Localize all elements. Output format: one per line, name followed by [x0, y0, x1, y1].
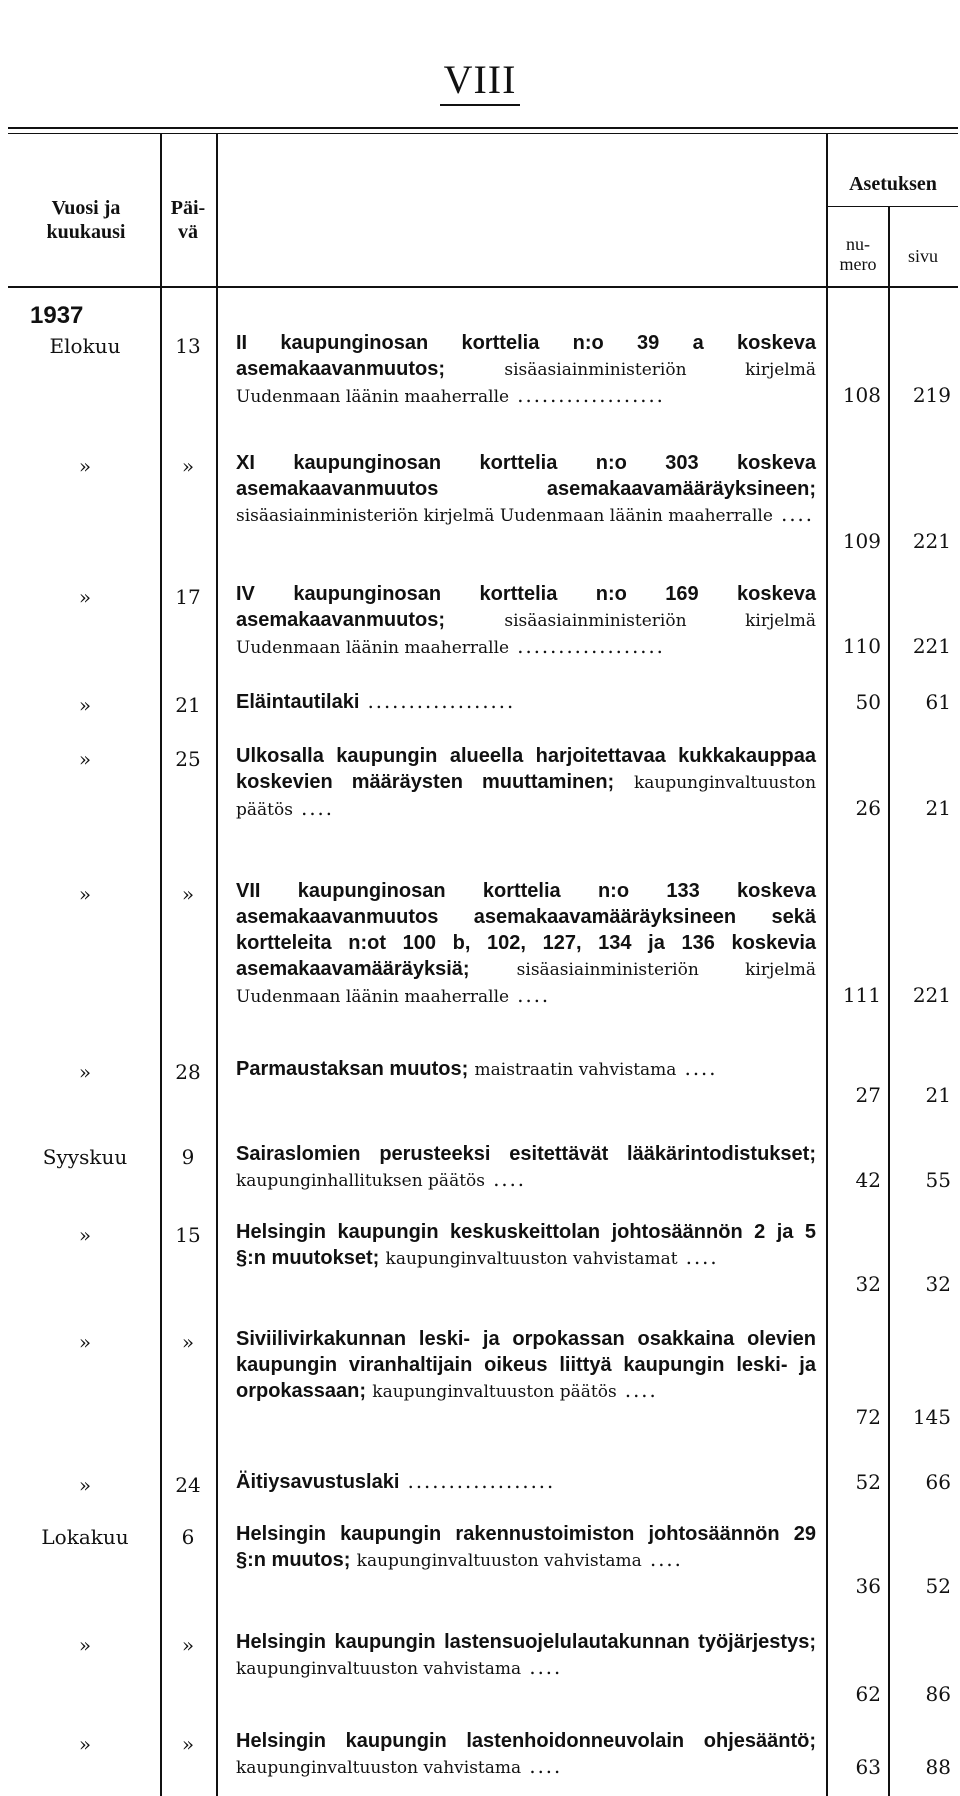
entry-source: kaupunginvaltuuston päätös [236, 773, 817, 820]
top-rule [8, 127, 958, 129]
entry-page: 145 [912, 1405, 951, 1429]
entry-page: 21 [925, 1083, 951, 1107]
entry-source: sisäasiainministeriön kirjelmä Uudenmaan läänin maaherralle [236, 611, 816, 658]
decree-subheader-rule [827, 206, 958, 207]
entry-description [236, 1521, 816, 1574]
entry-description [236, 450, 816, 529]
entry-month: » [78, 1633, 92, 1657]
entry-description [236, 1469, 816, 1495]
entry-day: 17 [175, 585, 201, 609]
entry-title: XI kaupunginosan korttelia n:o 303 koskeva asemakaavanmuutos asemakaavamääräyksineen; [236, 452, 816, 500]
entry-title: IV kaupunginosan korttelia n:o 169 koskeva asemakaavanmuutos; [236, 583, 816, 631]
entry-title: Helsingin kaupungin rakennustoimiston johtosäännön 29 §:n muutos; [236, 1523, 816, 1571]
leader-dots: .... [772, 503, 814, 526]
entry-month: Syyskuu [42, 1145, 128, 1169]
entry-month: » [78, 747, 92, 771]
entry-title: Helsingin kaupungin keskuskeittolan johtosäännön 2 ja 5 §:n muutokset; [236, 1221, 816, 1269]
entry-title: Äitiysavustuslaki [236, 1471, 400, 1493]
entry-day: 21 [175, 693, 201, 717]
entry-day: 24 [175, 1473, 201, 1497]
entry-page: 221 [912, 634, 951, 658]
entry-page: 86 [925, 1682, 951, 1706]
entry-description [236, 878, 816, 1010]
entry-source: kaupunginhallituksen päätös [236, 1171, 485, 1191]
leader-dots: .................. [359, 690, 516, 713]
entry-day: » [181, 454, 195, 478]
header-day: Päi- vä [170, 197, 206, 243]
entry-source: kaupunginvaltuuston vahvistamat [385, 1249, 678, 1269]
entry-page: 221 [912, 983, 951, 1007]
entry-source: kaupunginvaltuuston päätös [372, 1382, 617, 1402]
leader-dots: .................. [509, 635, 665, 658]
entry-description [236, 743, 816, 823]
entry-decree-number: 52 [855, 1470, 881, 1494]
entry-source: kaupunginvaltuuston vahvistama [356, 1551, 642, 1571]
entry-title: Sairaslomien perusteeksi esitettävät lääkärintodistukset; [236, 1143, 816, 1165]
entry-month: » [78, 1330, 92, 1354]
entry-month: Elokuu [49, 334, 121, 358]
entry-decree-number: 109 [842, 529, 881, 553]
entry-source: kaupunginvaltuuston vahvistama [236, 1659, 522, 1679]
entry-description [236, 689, 816, 715]
page-title: VIII [0, 56, 960, 103]
entry-decree-number: 111 [842, 983, 881, 1007]
leader-dots: .... [509, 984, 551, 1007]
entry-source: sisäasiainministeriön kirjelmä Uudenmaan läänin maaherralle [236, 360, 816, 407]
entry-month: » [78, 454, 92, 478]
entry-day: » [181, 1633, 195, 1657]
entry-decree-number: 50 [855, 690, 881, 714]
entry-title: VII kaupunginosan korttelia n:o 133 koskeva asemakaavanmuutos asemakaavamääräyksineen sekä kortteleita n:ot 100 b, 102, 127, 134 ja 136 koskevia asemakaavamääräyksiä; [236, 880, 816, 980]
leader-dots: .... [616, 1379, 658, 1402]
header-page: sivu [907, 246, 938, 266]
entry-decree-number: 36 [855, 1574, 881, 1598]
entry-day: » [181, 882, 195, 906]
entry-title: Ulkosalla kaupungin alueella harjoitettavaa kukkakauppaa koskevien määräysten muuttaminen; [236, 745, 816, 793]
entry-title: Siviilivirkakunnan leski- ja orpokassan osakkaina olevien kaupungin viranhaltijain oikeus liittyä kaupungin leski- ja orpokassaan; [236, 1328, 816, 1402]
entry-description [236, 1141, 816, 1194]
entry-decree-number: 62 [855, 1682, 881, 1706]
entry-month: » [78, 882, 92, 906]
entry-description [236, 1056, 816, 1083]
header-number: nu- mero [839, 234, 877, 274]
entry-decree-number: 27 [855, 1083, 881, 1107]
entry-source: kaupunginvaltuuston vahvistama [236, 1758, 522, 1778]
entry-page: 55 [925, 1168, 951, 1192]
entry-decree-number: 110 [842, 634, 881, 658]
entry-day: 15 [175, 1223, 201, 1247]
entry-decree-number: 26 [855, 796, 881, 820]
entry-description [236, 1728, 816, 1781]
entry-title: Helsingin kaupungin lastenhoidonneuvolain ohjesääntö; [236, 1730, 816, 1752]
entry-page: 32 [925, 1272, 951, 1296]
entry-decree-number: 72 [855, 1405, 881, 1429]
entry-day: 13 [175, 334, 201, 358]
entry-decree-number: 108 [842, 383, 881, 407]
entry-month: » [78, 1732, 92, 1756]
entry-page: 66 [925, 1470, 951, 1494]
leader-dots: .... [641, 1548, 683, 1571]
leader-dots: .................. [509, 384, 665, 407]
entry-page: 21 [925, 796, 951, 820]
top-rule-thin [8, 133, 958, 134]
entry-page: 221 [912, 529, 951, 553]
entry-source: sisäasiainministeriön kirjelmä Uudenmaan läänin maaherralle [236, 960, 816, 1007]
entry-day: 25 [175, 747, 201, 771]
entry-month: » [78, 693, 92, 717]
leader-dots: .... [676, 1057, 718, 1080]
header-rule [8, 286, 958, 288]
entry-title: Eläintautilaki [236, 691, 360, 713]
entry-page: 219 [912, 383, 951, 407]
entry-decree-number: 42 [855, 1168, 881, 1192]
leader-dots: .... [677, 1246, 719, 1269]
entry-day: 6 [181, 1525, 195, 1549]
leader-dots: .... [292, 797, 334, 820]
entry-description [236, 1629, 816, 1682]
leader-dots: .................. [399, 1470, 556, 1493]
entry-month: » [78, 1060, 92, 1084]
leader-dots: .... [521, 1755, 563, 1778]
entry-description [236, 1219, 816, 1272]
leader-dots: .... [485, 1168, 526, 1191]
entry-page: 88 [925, 1755, 951, 1779]
entry-title: II kaupunginosan korttelia n:o 39 a koskeva asemakaavanmuutos; [236, 332, 816, 380]
entry-month: » [78, 1223, 92, 1247]
entry-description [236, 1326, 816, 1405]
entry-decree-number: 32 [855, 1272, 881, 1296]
header-decree: Asetuksen [849, 173, 937, 195]
entry-month: » [78, 1473, 92, 1497]
entry-day: » [181, 1732, 195, 1756]
entry-day: 9 [181, 1145, 195, 1169]
entry-title: Parmaustaksan muutos; [236, 1058, 469, 1080]
entry-title: Helsingin kaupungin lastensuojelulautakunnan työjärjestys; [236, 1631, 816, 1653]
entry-source: sisäasiainministeriön kirjelmä Uudenmaan läänin maaherralle [236, 506, 773, 526]
header-month: Vuosi ja kuukausi [46, 197, 126, 243]
entry-page: 52 [925, 1574, 951, 1598]
entry-day: 28 [175, 1060, 201, 1084]
entry-day: » [181, 1330, 195, 1354]
leader-dots: .... [521, 1656, 563, 1679]
entry-month: Lokakuu [41, 1525, 129, 1549]
year-label: 1937 [30, 302, 84, 329]
entry-source: maistraatin vahvistama [474, 1060, 677, 1080]
entry-month: » [78, 585, 92, 609]
entry-page: 61 [925, 690, 951, 714]
entry-description [236, 581, 816, 661]
entry-description [236, 330, 816, 410]
col-divider-text [216, 134, 218, 1796]
entry-decree-number: 63 [855, 1755, 881, 1779]
